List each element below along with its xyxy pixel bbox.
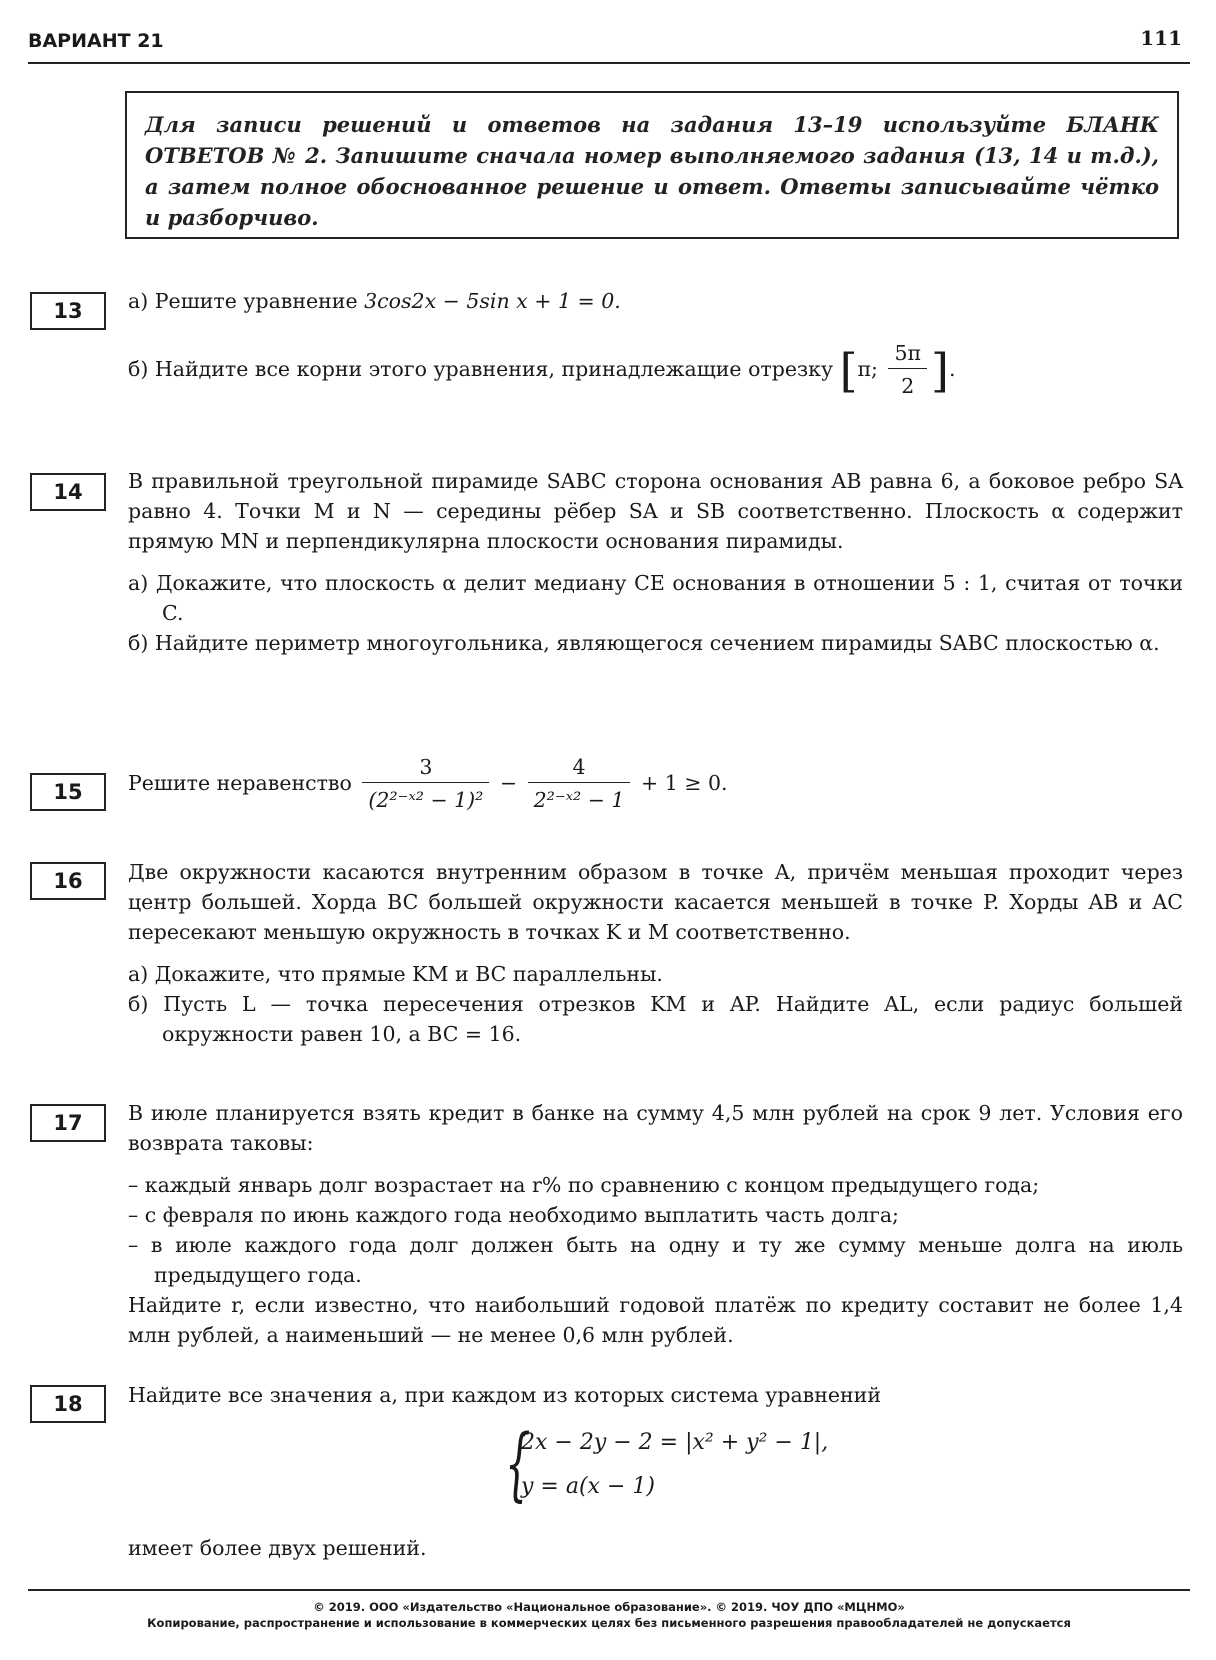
task-number-14: 14 bbox=[30, 473, 106, 511]
task-13-a-text: Решите уравнение bbox=[154, 289, 358, 313]
task-14-part-a: а) Докажите, что плоскость α делит медиану CE основания в отношении 5 : 1, считая от точки C. bbox=[128, 571, 1183, 625]
task-15-text: Решите неравенство bbox=[128, 771, 352, 795]
page-header bbox=[28, 26, 1190, 64]
task-13: а) Решите уравнение 3cos2x − 5sin x + 1 = 0. б) Найдите все корни этого уравнения, принадлежащие отрезку [π; $\frac{5\pi}{2}$ ]. bbox=[128, 286, 1183, 403]
task-13-interval-left: π; bbox=[857, 357, 878, 381]
task-13-interval-fraction: $\frac{5\pi}{2}$ bbox=[888, 338, 927, 403]
task-17-condition-2: – с февраля по июнь каждого года необходимо выплатить часть долга; bbox=[128, 1203, 899, 1227]
task-17-intro: В июле планируется взять кредит в банке на сумму 4,5 млн рублей на срок 9 лет. Условия его возврата таковы: bbox=[128, 1101, 1183, 1155]
task-13-equation: 3cos2x − 5sin x + 1 = 0. bbox=[364, 289, 621, 313]
task-17-question: Найдите r, если известно, что наибольший годовой платёж по кредиту составит не более 1,4 млн рублей, а наименьший — не менее 0,6 млн рублей. bbox=[128, 1293, 1183, 1347]
task-16-part-a: а) Докажите, что прямые KM и BC параллельны. bbox=[128, 962, 663, 986]
task-17-condition-1: – каждый январь долг возрастает на r% по сравнению с концом предыдущего года; bbox=[128, 1173, 1040, 1197]
task-number-16: 16 bbox=[30, 862, 106, 900]
task-14-part-b: б) Найдите периметр многоугольника, являющегося сечением пирамиды SABC плоскостью α. bbox=[128, 631, 1160, 655]
task-18-equation-2: y = a(x − 1) bbox=[521, 1474, 655, 1499]
task-14 bbox=[128, 466, 1183, 658]
task-18-text: Найдите все значения a, при каждом из которых система уравнений bbox=[128, 1383, 882, 1407]
task-18-tail: имеет более двух решений. bbox=[128, 1536, 427, 1560]
task-number-17: 17 bbox=[30, 1104, 106, 1142]
task-17 bbox=[128, 1098, 1183, 1350]
task-16-text: Две окружности касаются внутренним образом в точке A, причём меньшая проходит через центр большей. Хорда BC большей окружности касается меньшей в точке P. Хорды AB и AC пересекают меньшую окружность в точках K и M соответственно. bbox=[128, 860, 1183, 944]
task-18-equation-1: 2x − 2y − 2 = |x² + y² − 1|, bbox=[521, 1430, 829, 1455]
task-18 bbox=[128, 1380, 1183, 1410]
task-15-fraction-2: $\frac{4}{\text{2²⁻ˣ² − 1}}$ bbox=[528, 752, 631, 817]
task-16-part-b: б) Пусть L — точка пересечения отрезков KM и AP. Найдите AL, если радиус большей окружности равен 10, а BC = 16. bbox=[128, 992, 1184, 1046]
task-number-15: 15 bbox=[30, 773, 106, 811]
task-13-b-label: б) bbox=[128, 357, 149, 381]
task-16 bbox=[128, 857, 1183, 1049]
task-number-18: 18 bbox=[30, 1385, 106, 1423]
page-number: 111 bbox=[1140, 26, 1182, 50]
task-18-system: { 2x − 2y − 2 = |x² + y² − 1|, y = a(x − 1) bbox=[505, 1417, 829, 1510]
task-17-condition-3: – в июле каждого года долг должен быть на одну и ту же сумму меньше долга на июль предыдущего года. bbox=[128, 1233, 1183, 1287]
task-15-tail: + 1 ≥ 0. bbox=[641, 771, 728, 795]
variant-title: ВАРИАНТ 21 bbox=[28, 30, 164, 52]
task-13-a-label: а) bbox=[128, 289, 149, 313]
task-14-text: В правильной треугольной пирамиде SABC сторона основания AB равна 6, а боковое ребро SA равно 4. Точки M и N — середины рёбер SA и SB соответственно. Плоскость α содержит прямую MN и перпендикулярна плоскости основания пирамиды. bbox=[128, 469, 1183, 553]
task-number-13: 13 bbox=[30, 292, 106, 330]
footer-copyright: © 2019. ООО «Издательство «Национальное образование». © 2019. ЧОУ ДПО «МЦНМО» bbox=[313, 1600, 905, 1614]
page-footer bbox=[28, 1589, 1190, 1631]
footer-notice: Копирование, распространение и использование в коммерческих целях без письменного разрешения правообладателей не допускается bbox=[147, 1616, 1071, 1630]
task-15: Решите неравенство $\frac{3}{\text{(2²⁻ˣ² − 1)²}}$ − $\frac{4}{\text{2²⁻ˣ² − 1}}$ + 1 ≥ 0. bbox=[128, 752, 1183, 817]
instruction-box: Для записи решений и ответов на задания 13–19 используйте БЛАНК ОТВЕТОВ № 2. Запишите сначала номер выполняемого задания (13, 14 и т.д.), а затем полное обоснованное решение и ответ. Ответы записывайте чётко и разборчиво. bbox=[125, 91, 1179, 239]
task-13-b-text: Найдите все корни этого уравнения, принадлежащие отрезку bbox=[154, 357, 834, 381]
task-15-fraction-1: $\frac{3}{\text{(2²⁻ˣ² − 1)²}}$ bbox=[362, 752, 489, 817]
